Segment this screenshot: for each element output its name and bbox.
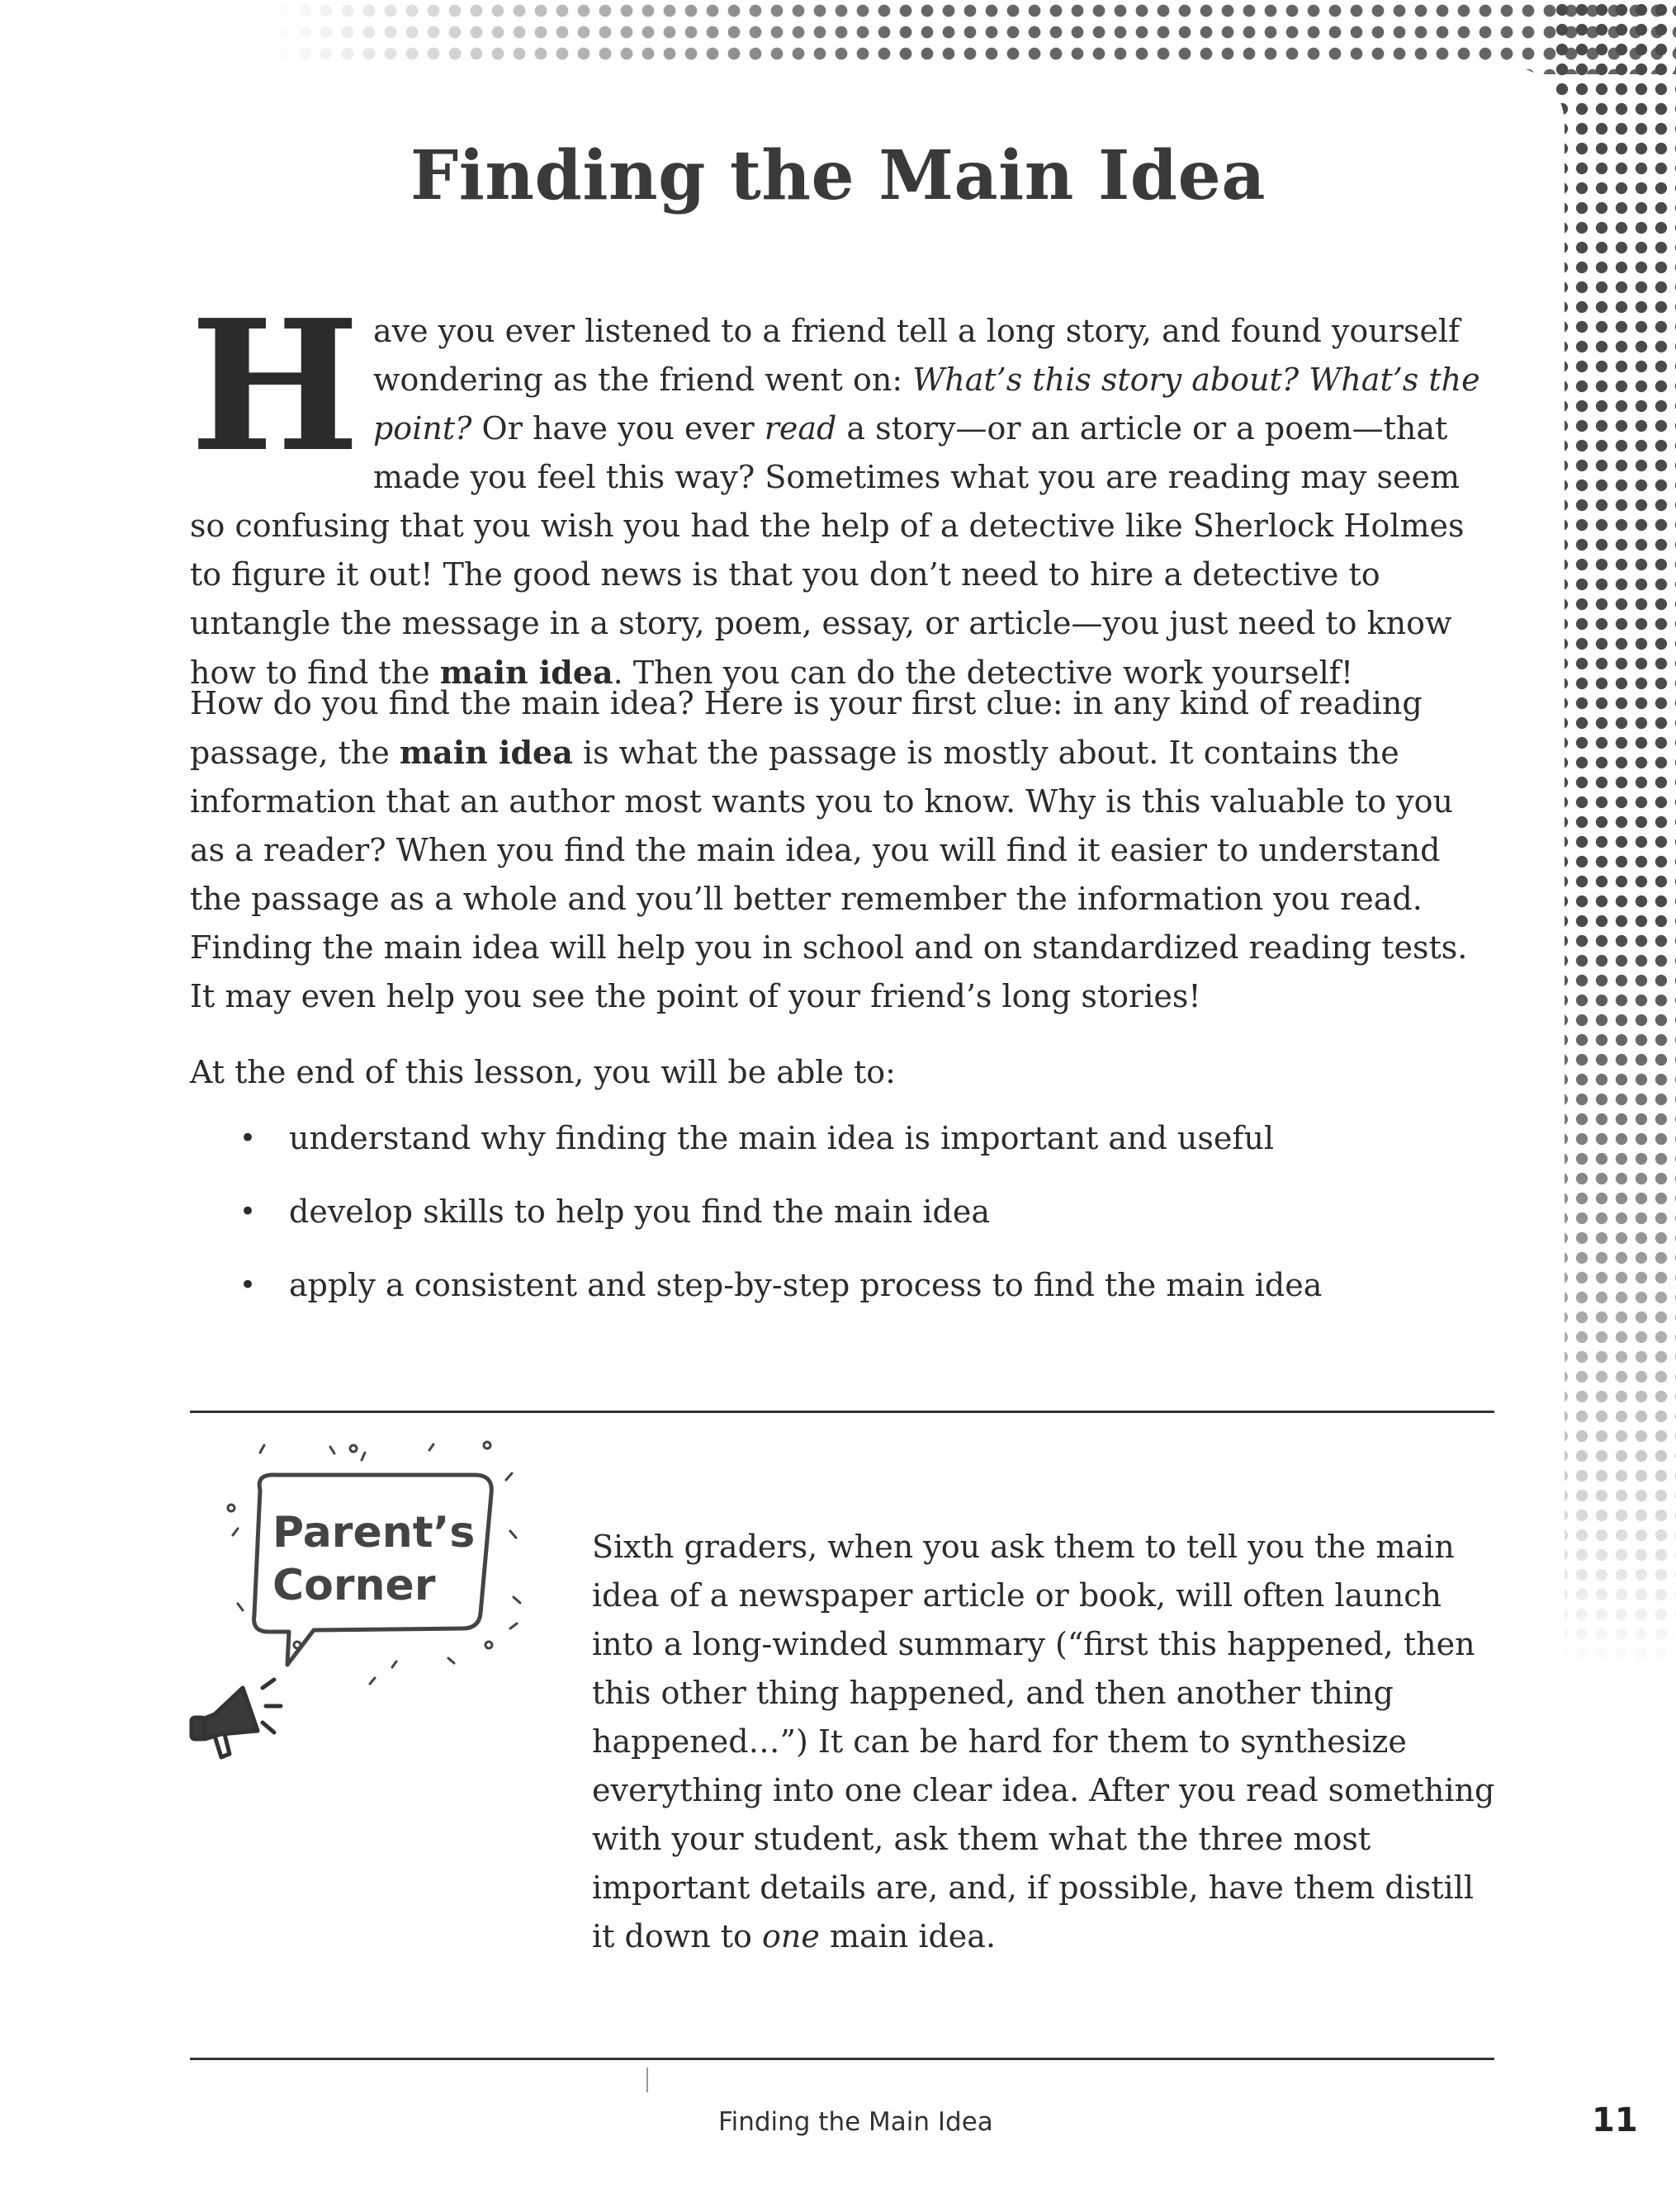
page-title: Finding the Main Idea	[410, 136, 1266, 215]
intro-text-part: Or have you ever	[471, 410, 765, 447]
page-number: 11	[1592, 2101, 1638, 2139]
footer-section-title: Finding the Main Idea	[718, 2107, 993, 2137]
parents-corner-label-line: Parent’s	[272, 1508, 476, 1557]
objectives-list	[231, 1114, 1470, 1335]
note-italic-one: one	[762, 1918, 820, 1954]
parents-corner-badge	[182, 1440, 545, 1762]
objective-text: apply a consistent and step-by-step process to find the main idea	[289, 1267, 1323, 1303]
list-item	[231, 1261, 1470, 1310]
halftone-decoration-right	[1552, 0, 1676, 1676]
objective-text: understand why finding the main idea is important and useful	[289, 1120, 1275, 1156]
halftone-decoration-top	[272, 0, 1676, 74]
objective-text: develop skills to help you find the main idea	[289, 1193, 990, 1230]
explanation-text-part: How do you find the main idea? Here is your first clue: in any kind of reading passage, the	[190, 685, 1423, 771]
explanation-paragraph	[190, 679, 1494, 1021]
intro-text-part: a story—or an article or a poem—that made you feel this way? Sometimes what you are reading may seem so confusing that you wish you had the help of a detective like Sherlock Holmes to figure it out! The good news is that you don’t need to hire a detective to untangle the message in a story, poem, essay, or article—you just need to know how to find the	[190, 410, 1465, 691]
intro-italic-question: What’s this story about? What’s the point?	[372, 362, 1480, 447]
intro-text-part: . Then you can do the detective work yourself!	[613, 655, 1354, 691]
intro-paragraph	[190, 281, 1494, 697]
divider-bottom	[190, 2058, 1494, 2060]
megaphone-icon	[192, 1680, 281, 1757]
list-item	[231, 1188, 1470, 1236]
bullet: •	[239, 1195, 257, 1228]
list-item	[231, 1114, 1470, 1163]
note-text-part: main idea.	[819, 1918, 997, 1954]
note-text-part: Sixth graders, when you ask them to tell you the main idea of a newspaper article or book, will often launch into a long-winded summary (“first this happened, then this other thing happened, and then another thing happened…”) It can be hard for them to synthesize everything into one clear idea. After you read something with your student, ask them what the three most important details are, and, if possible, have them distill it down to	[592, 1529, 1495, 1954]
parents-corner-note	[592, 1523, 1500, 1961]
intro-text	[190, 281, 1494, 697]
intro-text-part: ave you ever listened to a friend tell a long story, and found yourself wondering as the friend went on:	[372, 313, 1461, 398]
footer-tick-mark	[646, 2068, 648, 2092]
parents-corner-label	[272, 1506, 476, 1612]
divider-top	[190, 1411, 1494, 1413]
explanation-text-part: is what the passage is mostly about. It contains the information that an author most wants you to know. Why is this valuable to you as a reader? When you find the main idea, you will find it easier to understand the passage as a whole and you’ll better remember the information you read. Finding the main idea will help you in school and on standardized reading tests. It may even help you see the point of your friend’s long stories!	[190, 735, 1468, 1014]
main-idea-bold: main idea	[399, 734, 573, 771]
objectives-intro: At the end of this lesson, you will be able to:	[190, 1054, 896, 1090]
bullet: •	[239, 1269, 257, 1302]
explanation-text	[190, 679, 1494, 1021]
parents-corner-label-line: Corner	[272, 1561, 436, 1610]
intro-italic-read: read	[764, 410, 837, 447]
main-idea-bold: main idea	[439, 654, 613, 691]
drop-cap: H	[190, 281, 360, 492]
bullet: •	[239, 1122, 257, 1155]
